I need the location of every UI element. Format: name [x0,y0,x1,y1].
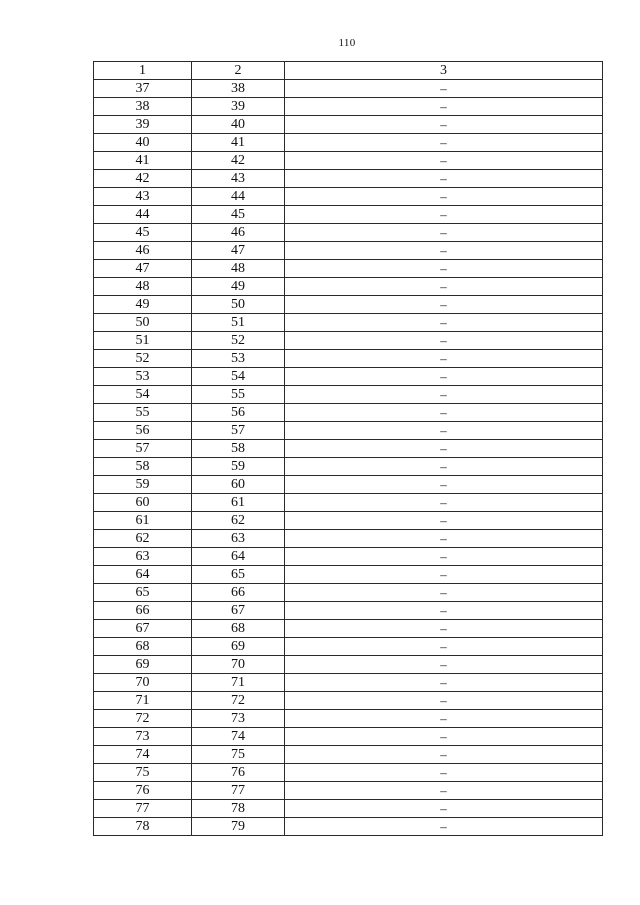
table-row [94,638,603,656]
column-header-2: 2 [192,62,285,80]
table-cell-col1: 62 [94,530,192,548]
table-cell-col3: – [285,314,603,332]
table-cell-col2: 54 [192,368,285,386]
table-cell-col2: 55 [192,386,285,404]
table-cell-col1: 78 [94,818,192,836]
table-cell-col1: 68 [94,638,192,656]
table-cell-col2: 50 [192,296,285,314]
table-cell-col3: – [285,206,603,224]
table-cell-col3: – [285,800,603,818]
table-row [94,152,603,170]
table-cell-col2: 61 [192,494,285,512]
table-cell-col2: 62 [192,512,285,530]
table-cell-col1: 66 [94,602,192,620]
table-cell-col1: 43 [94,188,192,206]
table-row [94,440,603,458]
table-cell-col3: – [285,98,603,116]
table-cell-col2: 46 [192,224,285,242]
table-row [94,422,603,440]
table-cell-col3: – [285,710,603,728]
table-cell-col3: – [285,260,603,278]
table-row [94,296,603,314]
table-row [94,206,603,224]
table-cell-col3: – [285,152,603,170]
table-cell-col1: 51 [94,332,192,350]
table-row [94,260,603,278]
table-row [94,278,603,296]
table-cell-col1: 54 [94,386,192,404]
table-row [94,620,603,638]
table-row [94,656,603,674]
table-cell-col3: – [285,404,603,422]
table-cell-col3: – [285,548,603,566]
table-cell-col1: 57 [94,440,192,458]
table-cell-col3: – [285,80,603,98]
table-cell-col3: – [285,674,603,692]
table-cell-col2: 73 [192,710,285,728]
table-cell-col2: 60 [192,476,285,494]
table-cell-col2: 67 [192,602,285,620]
table-cell-col3: – [285,746,603,764]
table-cell-col1: 59 [94,476,192,494]
table-body [94,80,603,836]
table-row [94,512,603,530]
table-cell-col3: – [285,782,603,800]
table-cell-col3: – [285,368,603,386]
table-row [94,98,603,116]
header-row [94,62,603,80]
table-row [94,170,603,188]
table-row [94,800,603,818]
table-cell-col2: 70 [192,656,285,674]
table-row [94,692,603,710]
table-cell-col2: 75 [192,746,285,764]
table-cell-col3: – [285,224,603,242]
table-cell-col3: – [285,584,603,602]
table-cell-col1: 71 [94,692,192,710]
table-cell-col2: 41 [192,134,285,152]
page-number: 110 [338,37,356,49]
table-cell-col1: 70 [94,674,192,692]
table-row [94,332,603,350]
table-cell-col1: 49 [94,296,192,314]
table-cell-col1: 77 [94,800,192,818]
table-cell-col2: 45 [192,206,285,224]
table-cell-col2: 69 [192,638,285,656]
table-row [94,80,603,98]
table-cell-col3: – [285,620,603,638]
column-header-3: 3 [285,62,603,80]
table-cell-col1: 41 [94,152,192,170]
table-cell-col3: – [285,332,603,350]
table-cell-col1: 42 [94,170,192,188]
table-cell-col1: 46 [94,242,192,260]
table-cell-col2: 47 [192,242,285,260]
table-cell-col3: – [285,350,603,368]
table-cell-col1: 74 [94,746,192,764]
table-row [94,224,603,242]
table-row [94,386,603,404]
table-cell-col2: 59 [192,458,285,476]
table-cell-col1: 53 [94,368,192,386]
table-cell-col3: – [285,386,603,404]
column-header-1: 1 [94,62,192,80]
table-row [94,188,603,206]
table-row [94,584,603,602]
table-cell-col1: 58 [94,458,192,476]
table-cell-col3: – [285,692,603,710]
table-cell-col1: 48 [94,278,192,296]
table-cell-col1: 38 [94,98,192,116]
table-row [94,746,603,764]
table-cell-col2: 49 [192,278,285,296]
table-cell-col2: 38 [192,80,285,98]
table-cell-col2: 43 [192,170,285,188]
table-cell-col2: 48 [192,260,285,278]
table-cell-col1: 44 [94,206,192,224]
table-cell-col2: 53 [192,350,285,368]
table-cell-col3: – [285,656,603,674]
table-row [94,602,603,620]
table-cell-col2: 72 [192,692,285,710]
table-cell-col1: 67 [94,620,192,638]
table-row [94,242,603,260]
table-cell-col3: – [285,494,603,512]
table-cell-col3: – [285,440,603,458]
table-cell-col2: 44 [192,188,285,206]
table-cell-col2: 52 [192,332,285,350]
table-row [94,116,603,134]
table-cell-col3: – [285,728,603,746]
table-cell-col2: 39 [192,98,285,116]
table-cell-col1: 63 [94,548,192,566]
table-cell-col1: 69 [94,656,192,674]
table-row [94,134,603,152]
table-header [94,62,603,80]
table-cell-col2: 65 [192,566,285,584]
table-row [94,368,603,386]
table-cell-col2: 63 [192,530,285,548]
table-cell-col3: – [285,188,603,206]
table-row [94,782,603,800]
table-cell-col2: 51 [192,314,285,332]
table-cell-col3: – [285,242,603,260]
table-cell-col1: 39 [94,116,192,134]
table-cell-col2: 42 [192,152,285,170]
table-cell-col2: 57 [192,422,285,440]
table-row [94,404,603,422]
table-cell-col3: – [285,278,603,296]
table-cell-col3: – [285,566,603,584]
table-row [94,494,603,512]
table-cell-col1: 76 [94,782,192,800]
data-table [93,61,603,836]
table-cell-col1: 73 [94,728,192,746]
table-cell-col3: – [285,458,603,476]
table-cell-col1: 47 [94,260,192,278]
table-cell-col1: 61 [94,512,192,530]
table-row [94,818,603,836]
table-row [94,674,603,692]
table-cell-col2: 79 [192,818,285,836]
table-cell-col2: 64 [192,548,285,566]
table-cell-col2: 40 [192,116,285,134]
table-cell-col2: 76 [192,764,285,782]
table-cell-col1: 60 [94,494,192,512]
table-cell-col1: 64 [94,566,192,584]
table-cell-col1: 37 [94,80,192,98]
table-cell-col3: – [285,422,603,440]
table-cell-col1: 50 [94,314,192,332]
table-cell-col2: 71 [192,674,285,692]
table-cell-col3: – [285,296,603,314]
table-cell-col3: – [285,602,603,620]
table-cell-col2: 77 [192,782,285,800]
table-cell-col1: 40 [94,134,192,152]
table-row [94,476,603,494]
table-row [94,566,603,584]
table-row [94,458,603,476]
table-cell-col1: 72 [94,710,192,728]
table-row [94,764,603,782]
table-row [94,530,603,548]
table-cell-col1: 75 [94,764,192,782]
table-cell-col1: 52 [94,350,192,368]
table-row [94,314,603,332]
table-cell-col2: 56 [192,404,285,422]
table-cell-col2: 58 [192,440,285,458]
table-cell-col3: – [285,638,603,656]
table-cell-col2: 78 [192,800,285,818]
table-cell-col1: 55 [94,404,192,422]
table-cell-col2: 74 [192,728,285,746]
table-row [94,710,603,728]
table-cell-col3: – [285,116,603,134]
table-row [94,548,603,566]
table-row [94,728,603,746]
table-cell-col1: 65 [94,584,192,602]
table-cell-col3: – [285,764,603,782]
table-cell-col3: – [285,530,603,548]
table-cell-col3: – [285,476,603,494]
table-cell-col2: 68 [192,620,285,638]
table-cell-col1: 45 [94,224,192,242]
table-cell-col1: 56 [94,422,192,440]
table-cell-col3: – [285,512,603,530]
table-cell-col3: – [285,170,603,188]
table-cell-col3: – [285,818,603,836]
table-row [94,350,603,368]
table-cell-col3: – [285,134,603,152]
table-cell-col2: 66 [192,584,285,602]
